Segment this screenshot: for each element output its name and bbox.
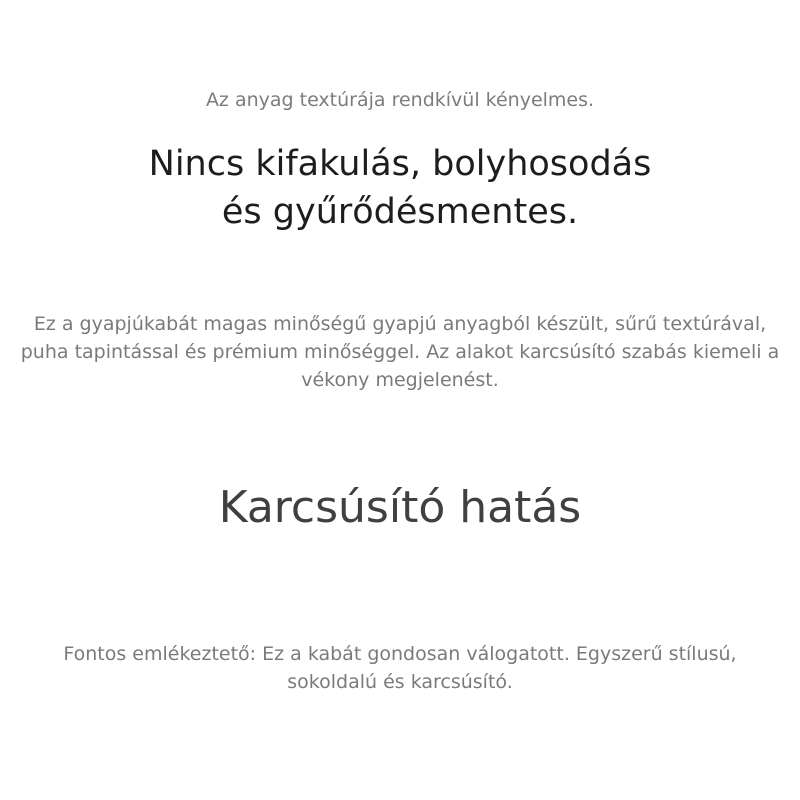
intro-text: Az anyag textúrája rendkívül kényelmes. <box>205 89 595 111</box>
reminder-note: Fontos emlékeztető: Ez a kabát gondosan válogatott. Egyszerű stílusú, sokoldalú és karcsúsító. <box>63 643 737 693</box>
headline-line-1: Nincs kifakulás, bolyhosodás <box>148 144 652 184</box>
headline <box>0 140 800 236</box>
headline-line-2: és gyűrődésmentes. <box>221 192 579 232</box>
section-subtitle: Karcsúsító hatás <box>218 482 582 533</box>
product-description: Ez a gyapjúkabát magas minőségű gyapjú anyagból készült, sűrű textúrával, puha tapintással és prémium minőséggel. Az alakot karcsúsító szabás kiemeli a vékony megjelenést. <box>20 313 780 391</box>
